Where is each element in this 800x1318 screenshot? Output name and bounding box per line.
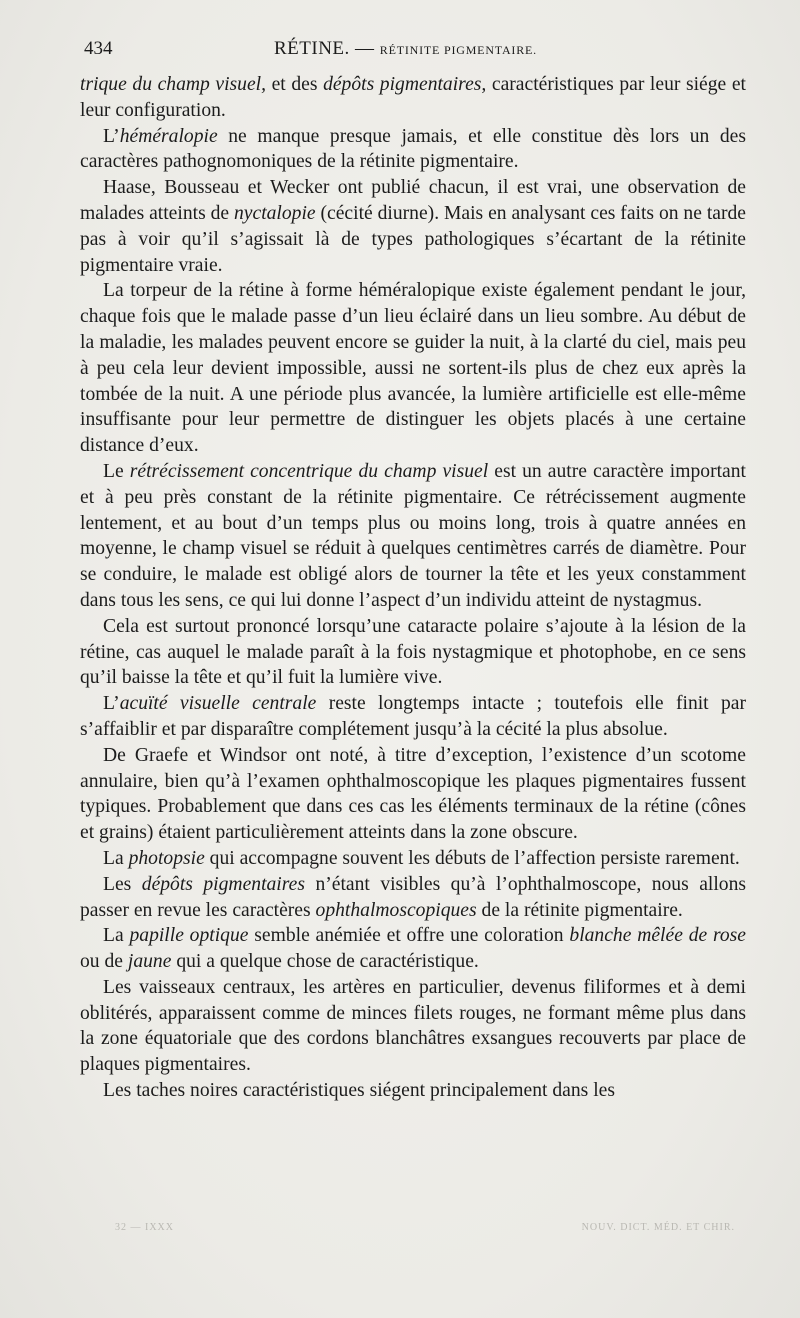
- running-head: [274, 38, 537, 60]
- text-run: (cécité diurne). Mais en analysant ces faits on ne tarde pas à voir qu’il s’agissait là de types pathologiques s’écartant de la rétinite pigmentaire vraie.: [80, 202, 746, 276]
- text-run: de la rétinite pigmentaire.: [476, 899, 683, 921]
- italic-term: nyctalopie: [234, 202, 316, 224]
- text-run: La torpeur de la rétine à forme héméralopique existe également pendant le jour, chaque fois que le malade passe d’un lieu éclairé dans un lieu sombre. Au début de la maladie, les malades peuvent encore se guider la nuit, à la clarté du ciel, mais peu à peu cela leur devient impossible, aussi ne sortent-ils plus de chez eux après la tombée de la nuit. A une période plus avancée, la lumière artificielle est elle-même insuffisante pour leur permettre de distinguer les objets placés à une certaine distance d’eux.: [80, 280, 746, 457]
- paragraph: [80, 872, 746, 924]
- printer-signature: [115, 1222, 735, 1236]
- italic-term: acuïté visuelle centrale: [119, 693, 317, 715]
- text-run: Le: [103, 460, 130, 482]
- signature-mark: 32 — IXXX: [115, 1222, 174, 1233]
- italic-term: jaune: [127, 951, 172, 973]
- text-run: La: [103, 925, 130, 947]
- body-text: [80, 72, 746, 1104]
- paragraph: [80, 72, 746, 124]
- page-number: 434: [84, 38, 113, 59]
- paragraph: [80, 614, 746, 691]
- running-head-title: RÉTINE.: [274, 38, 350, 59]
- running-head-separator: —: [349, 38, 380, 59]
- text-run: n’étant visibles qu’à l’ophthalmoscope, nous allons passer en revue les caractères: [80, 873, 746, 921]
- text-run: Les vaisseaux centraux, les artères en particulier, devenus filiformes et à demi oblitérés, apparaissent comme de minces filets rouges, ne formant même plus dans la zone équatoriale que des cordons blanchâtres exsangues recouverts par place de plaques pigmentaires.: [80, 976, 746, 1076]
- paragraph: [80, 459, 746, 614]
- italic-term: blanche mêlée de rose: [569, 925, 746, 947]
- paragraph: [80, 278, 746, 459]
- text-run: et des: [266, 74, 324, 95]
- text-run: ou de: [80, 951, 128, 973]
- text-run: semble anémiée et offre une coloration: [248, 925, 570, 947]
- italic-term: papille optique: [129, 925, 249, 947]
- page-header: [84, 38, 744, 68]
- italic-term: héméralopie: [119, 125, 218, 147]
- running-head-subtitle: RÉTINITE PIGMENTAIRE.: [379, 43, 537, 57]
- text-run: reste longtemps intacte ; toutefois elle finit par s’affaiblir et par disparaître complétement jusqu’à la cécité la plus absolue.: [80, 693, 747, 740]
- italic-term: dépôts pigmentaires: [141, 873, 305, 895]
- italic-term: dépôts pigmentaires,: [323, 74, 487, 95]
- signature-title: NOUV. DICT. MÉD. ET CHIR.: [581, 1222, 735, 1233]
- paragraph: [80, 175, 746, 278]
- text-run: L’: [103, 693, 120, 715]
- text-run: Cela est surtout prononcé lorsqu’une cataracte polaire s’ajoute à la lésion de la rétine, cas auquel le malade paraît à la fois nystagmique et photophobe, en ce sens qu’il baisse la tête et qu’il fuit la lumière vive.: [80, 615, 746, 689]
- text-run: qui a quelque chose de caractéristique.: [171, 951, 479, 973]
- paragraph: [80, 923, 746, 975]
- text-run: ne manque presque jamais, et elle constitue dès lors un des caractères pathognomoniques de la rétinite pigmentaire.: [80, 125, 746, 173]
- paragraph: [80, 124, 746, 176]
- paragraph: [80, 846, 746, 872]
- paragraph: [80, 1078, 746, 1104]
- italic-term: rétrécissement concentrique du champ visuel: [129, 460, 489, 482]
- paragraph: [80, 975, 746, 1078]
- paragraph: [80, 691, 746, 743]
- text-run: Haase, Bousseau et Wecker ont publié chacun, il est vrai, une observation de malades atteints de: [80, 177, 746, 224]
- text-run: Les taches noires caractéristiques siégent principalement dans les: [103, 1080, 615, 1102]
- text-run: caractéristiques par leur siége et leur configuration.: [80, 74, 746, 121]
- paragraph: [80, 743, 746, 846]
- text-run: qui accompagne souvent les débuts de l’affection persiste rarement.: [204, 847, 740, 869]
- text-run: est un autre caractère important et à peu près constant de la rétinite pigmentaire. Ce rétrécissement augmente lentement, et au bout d’un temps plus ou moins long, trois à quatre années en moyenne, le champ visuel se réduit à quelques centimètres carrés de diamètre. Pour se conduire, le malade est obligé alors de tourner la tête et les yeux constamment dans tous les sens, ce qui lui donne l’aspect d’un individu atteint de nystagmus.: [80, 460, 746, 611]
- text-run: Les: [103, 873, 142, 895]
- text-run: La: [103, 847, 129, 869]
- italic-term: ophthalmoscopiques: [315, 899, 477, 921]
- italic-term: photopsie: [128, 847, 205, 869]
- text-run: L’: [103, 125, 120, 147]
- text-run: De Graefe et Windsor ont noté, à titre d’exception, l’existence d’un scotome annulaire, bien qu’à l’examen ophthalmoscopique les plaques pigmentaires fussent typiques. Probablement que dans ces cas les éléments terminaux de la rétine (cônes et grains) étaient particulièrement atteints dans la zone obscure.: [80, 744, 746, 844]
- italic-term: trique du champ visuel,: [80, 74, 267, 95]
